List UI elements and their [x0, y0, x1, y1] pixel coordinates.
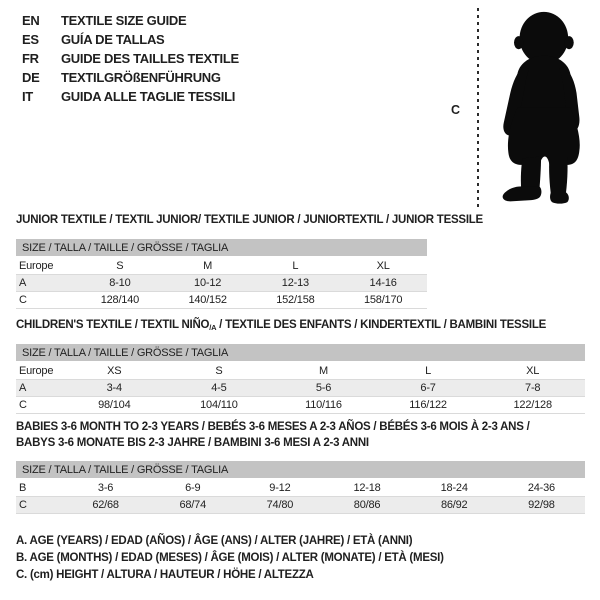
- table-cell: 128/140: [76, 292, 164, 309]
- children-title-pre: CHILDREN'S TEXTILE / TEXTIL NIÑO: [16, 319, 210, 331]
- table-cell: 3-6: [62, 479, 149, 497]
- table-row: [16, 275, 427, 292]
- babies-size-table: [16, 461, 585, 514]
- measurement-legend: [16, 533, 444, 584]
- table-cell: S: [76, 257, 164, 275]
- language-code: DE: [22, 70, 40, 85]
- table-row: [16, 380, 585, 397]
- table-cell: XL: [339, 257, 427, 275]
- table-cell: 4-5: [167, 380, 272, 397]
- table-cell: XL: [480, 362, 585, 380]
- children-size-table: [16, 344, 585, 414]
- table-cell: 5-6: [271, 380, 376, 397]
- size-header-row: [16, 239, 427, 257]
- table-cell: 3-4: [62, 380, 167, 397]
- table-row: [16, 362, 585, 380]
- size-header-bar: SIZE / TALLA / TAILLE / GRÖSSE / TAGLIA: [16, 239, 427, 257]
- language-item: [22, 87, 239, 106]
- table-cell: S: [167, 362, 272, 380]
- height-dotted-line: [477, 8, 479, 207]
- children-title-subscript: /A: [209, 323, 217, 332]
- language-code: FR: [22, 51, 39, 66]
- language-label: GUÍA DE TALLAS: [61, 32, 165, 47]
- table-cell: 12-18: [323, 479, 410, 497]
- table-cell: M: [164, 257, 252, 275]
- table-cell: 86/92: [411, 497, 498, 514]
- row-label: Europe: [16, 362, 62, 380]
- table-row: [16, 257, 427, 275]
- table-cell: 122/128: [480, 397, 585, 414]
- table-cell: 92/98: [498, 497, 585, 514]
- table-row: [16, 397, 585, 414]
- language-label: GUIDE DES TAILLES TEXTILE: [61, 51, 239, 66]
- row-label: C: [16, 497, 62, 514]
- baby-silhouette-image: [486, 4, 598, 212]
- table-cell: 158/170: [339, 292, 427, 309]
- language-label: TEXTILGRÖßENFÜHRUNG: [61, 70, 221, 85]
- children-table-title: [16, 318, 546, 336]
- row-label: A: [16, 380, 62, 397]
- table-cell: L: [376, 362, 481, 380]
- table-cell: 18-24: [411, 479, 498, 497]
- language-label: TEXTILE SIZE GUIDE: [61, 13, 187, 28]
- row-label: Europe: [16, 257, 76, 275]
- table-cell: 68/74: [149, 497, 236, 514]
- legend-age-months: B. AGE (MONTHS) / EDAD (MESES) / ÂGE (MOIS) / ALTER (MONATE) / ETÀ (MESI): [16, 552, 444, 564]
- table-cell: 152/158: [252, 292, 340, 309]
- table-cell: 14-16: [339, 275, 427, 292]
- row-label: A: [16, 275, 76, 292]
- table-cell: 24-36: [498, 479, 585, 497]
- children-title-post: / TEXTILE DES ENFANTS / KINDERTEXTIL / BAMBINI TESSILE: [216, 319, 547, 331]
- table-row: [16, 479, 585, 497]
- babies-title-line1: BABIES 3-6 MONTH TO 2-3 YEARS / BEBÉS 3-6 MESES A 2-3 AÑOS / BÉBÉS 3-6 MOIS À 2-3 ANS /: [16, 421, 530, 433]
- language-item: [22, 11, 239, 30]
- language-code: ES: [22, 32, 39, 47]
- language-item: [22, 68, 239, 87]
- size-header-bar: SIZE / TALLA / TAILLE / GRÖSSE / TAGLIA: [16, 461, 585, 479]
- table-cell: 80/86: [323, 497, 410, 514]
- legend-height-cm: C. (cm) HEIGHT / ALTURA / HAUTEUR / HÖHE / ALTEZZA: [16, 569, 314, 581]
- table-cell: 74/80: [236, 497, 323, 514]
- table-cell: M: [271, 362, 376, 380]
- table-cell: 8-10: [76, 275, 164, 292]
- table-cell: 140/152: [164, 292, 252, 309]
- table-cell: 7-8: [480, 380, 585, 397]
- language-label: GUIDA ALLE TAGLIE TESSILI: [61, 89, 236, 104]
- junior-size-table: [16, 239, 427, 309]
- row-label: B: [16, 479, 62, 497]
- language-list: [22, 11, 239, 106]
- babies-table-title: [16, 420, 530, 451]
- table-cell: 104/110: [167, 397, 272, 414]
- size-header-bar: SIZE / TALLA / TAILLE / GRÖSSE / TAGLIA: [16, 344, 585, 362]
- language-code: EN: [22, 13, 40, 28]
- language-item: [22, 49, 239, 68]
- size-header-row: [16, 344, 585, 362]
- table-row: [16, 497, 585, 514]
- language-item: [22, 30, 239, 49]
- table-cell: 10-12: [164, 275, 252, 292]
- table-cell: 9-12: [236, 479, 323, 497]
- table-cell: 98/104: [62, 397, 167, 414]
- size-header-row: [16, 461, 585, 479]
- table-cell: L: [252, 257, 340, 275]
- table-cell: 6-9: [149, 479, 236, 497]
- table-cell: 6-7: [376, 380, 481, 397]
- babies-title-line2: BABYS 3-6 MONATE BIS 2-3 JAHRE / BAMBINI 3-6 MESI A 2-3 ANNI: [16, 436, 369, 449]
- table-cell: 110/116: [271, 397, 376, 414]
- table-cell: 116/122: [376, 397, 481, 414]
- language-code: IT: [22, 89, 33, 104]
- table-cell: XS: [62, 362, 167, 380]
- junior-table-title: JUNIOR TEXTILE / TEXTIL JUNIOR/ TEXTILE JUNIOR / JUNIORTEXTIL / JUNIOR TESSILE: [16, 214, 483, 226]
- table-cell: 12-13: [252, 275, 340, 292]
- legend-age-years: A. AGE (YEARS) / EDAD (AÑOS) / ÂGE (ANS) / ALTER (JAHRE) / ETÀ (ANNI): [16, 535, 413, 547]
- height-measure-label: C: [451, 103, 461, 117]
- table-cell: 62/68: [62, 497, 149, 514]
- table-row: [16, 292, 427, 309]
- row-label: C: [16, 397, 62, 414]
- row-label: C: [16, 292, 76, 309]
